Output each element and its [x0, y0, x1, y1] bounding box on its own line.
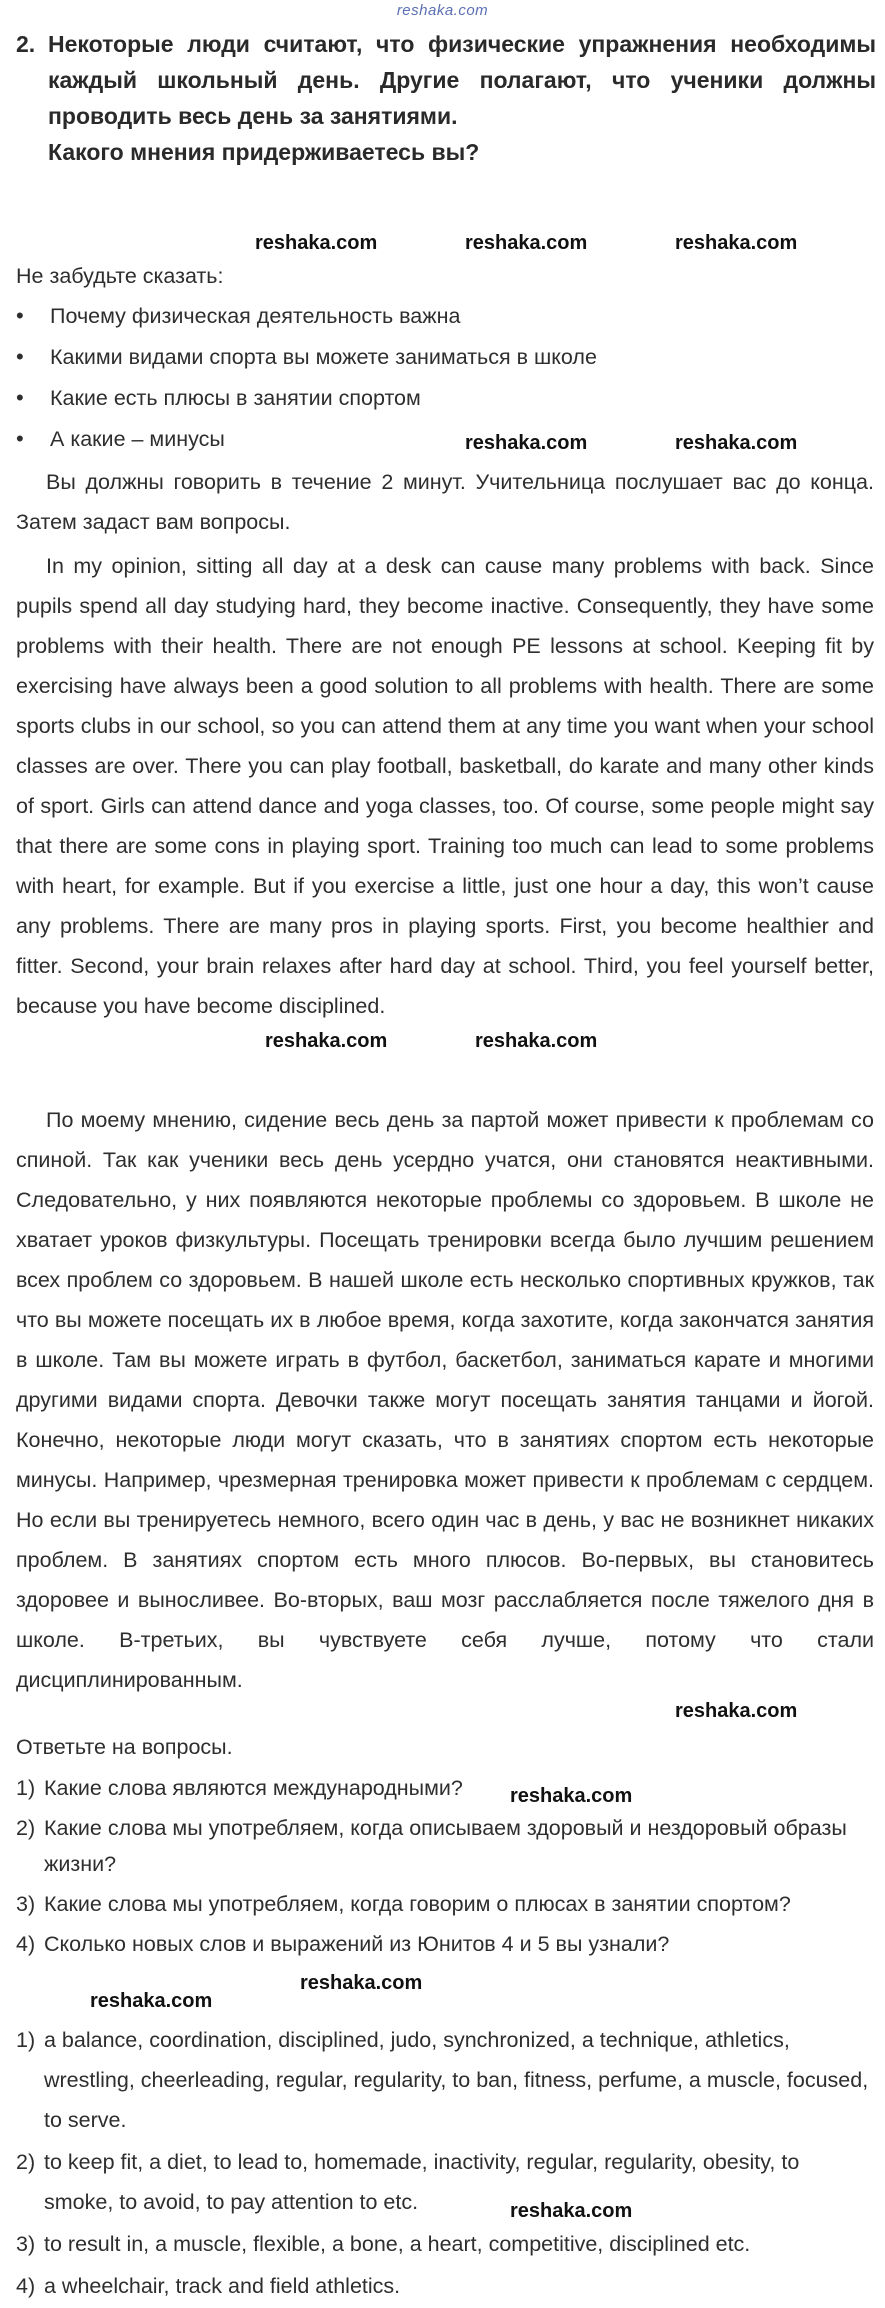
question-number: 2) [16, 1816, 36, 1840]
watermark: reshaka.com [465, 432, 588, 454]
task-number: 2. [16, 31, 36, 57]
top-watermark: reshaka.com [396, 2, 489, 19]
question-text: Сколько новых слов и выражений из Юнитов 4 и 5 вы узнали? [44, 1932, 670, 1956]
answer-number: 4) [16, 2274, 36, 2298]
watermark: reshaka.com [90, 1990, 213, 2012]
question-number: 3) [16, 1892, 36, 1916]
answer-text: to result in, a muscle, flexible, a bone, a heart, competitive, disciplined etc. [44, 2232, 751, 2256]
task-block [16, 26, 876, 170]
watermark: reshaka.com [510, 2200, 633, 2222]
watermark: reshaka.com [675, 232, 798, 254]
essay-russian: По моему мнению, сидение весь день за партой может привести к проблемам со спиной. Так как ученики весь день усердно учатся, они становятся неактивными. Следовательно, у них появляются некоторые проблемы со здоровьем. В школе не хватает уроков физкультуры. Посещать тренировки всегда было лучшим решением всех проблем со здоровьем. В нашей школе есть несколько спортивных кружков, так что вы можете посещать их в любое время, когда захотите, когда закончатся занятия в школе. Там вы можете играть в футбол, баскетбол, заниматься карате и многими другими видами спорта. Девочки также могут посещать занятия танцами и йогой. Конечно, некоторые люди могут сказать, что в занятиях спортом есть некоторые минусы. Например, чрезмерная тренировка может привести к проблемам с сердцем. Но если вы тренируетесь немного, всего один час в день, у вас не возникнет никаких проблем. В занятиях спортом есть много плюсов. Во-первых, вы становитесь здоровее и выносливее. Во-вторых, ваш мозг расслабляется после тяжелого дня в школе. В-третьих, вы чувствуете себя лучше, потому что стали дисциплинированным. [16, 1108, 874, 1692]
watermark: reshaka.com [675, 1700, 798, 1722]
question-number: 4) [16, 1932, 36, 1956]
watermark: reshaka.com [300, 1972, 423, 1994]
essay-english: In my opinion, sitting all day at a desk can cause many problems with back. Since pupils spend all day studying hard, they become inactive. Consequently, they have some problems with their health. There are not enough PE lessons at school. Keeping fit by exercising have always been a good solution to all problems with health. There are some sports clubs in our school, so you can attend them at any time you want when your school classes are over. There you can play football, basketball, do karate and many other kinds of sport. Girls can attend dance and yoga classes, too. Of course, some people might say that there are some cons in playing sport. Training too much can lead to some problems with heart, for example. But if you exercise a little, just one hour a day, this won’t cause any problems. There are many pros in playing sports. First, you become healthier and fitter. Second, your brain relaxes after hard day at school. Third, you feel yourself better, because you have become disciplined. [16, 554, 874, 1018]
answer-number: 3) [16, 2232, 36, 2256]
answers-list [16, 2020, 874, 2308]
task-question: Какого мнения придерживаетесь вы? [48, 139, 480, 165]
answer-text: to keep fit, a diet, to lead to, homemade, inactivity, regular, regularity, obesity, to smoke, to avoid, to pay attention to etc. [44, 2150, 800, 2214]
answer-text: a wheelchair, track and field athletics. [44, 2274, 401, 2298]
task-text: Некоторые люди считают, что физические упражнения необходимы каждый школьный день. Другие полагают, что ученики должны проводить весь день за занятиями. [48, 31, 876, 129]
watermark: reshaka.com [265, 1030, 388, 1052]
list-item: • Какие есть плюсы в занятии спортом [16, 384, 874, 425]
instructions-paragraph: Вы должны говорить в течение 2 минут. Учительница послушает вас до конца. Затем задаст вам вопросы. [16, 470, 874, 534]
answer-item [16, 2020, 874, 2140]
question-item [16, 1810, 874, 1882]
question-text: Какие слова мы употребляем, когда говорим о плюсах в занятии спортом? [44, 1892, 791, 1916]
questions-list [16, 1770, 874, 1966]
watermark: reshaka.com [465, 232, 588, 254]
answer-number: 2) [16, 2150, 36, 2174]
question-item [16, 1926, 874, 1962]
question-text: Какие слова мы употребляем, когда описываем здоровый и нездоровый образы жизни? [44, 1816, 847, 1876]
question-item [16, 1886, 874, 1922]
questions-title: Ответьте на вопросы. [16, 1735, 233, 1759]
answer-number: 1) [16, 2028, 36, 2052]
question-item [16, 1770, 874, 1806]
list-item: • А какие – минусы [16, 425, 874, 466]
answer-item [16, 2142, 874, 2222]
watermark: reshaka.com [475, 1030, 598, 1052]
answer-text: a balance, coordination, disciplined, judo, synchronized, a technique, athletics, wrestling, cheerleading, regular, regularity, to ban, fitness, perfume, a muscle, focused, to serve. [44, 2028, 869, 2132]
list-item: • Почему физическая деятельность важна [16, 302, 874, 343]
answer-item [16, 2224, 874, 2264]
watermark: reshaka.com [675, 432, 798, 454]
watermark: reshaka.com [255, 232, 378, 254]
watermark: reshaka.com [510, 1785, 633, 1807]
list-item: • Какими видами спорта вы можете заниматься в школе [16, 343, 874, 384]
question-number: 1) [16, 1776, 36, 1800]
remember-title: Не забудьте сказать: [16, 264, 224, 288]
answer-item [16, 2266, 874, 2306]
question-text: Какие слова являются международными? [44, 1776, 463, 1800]
